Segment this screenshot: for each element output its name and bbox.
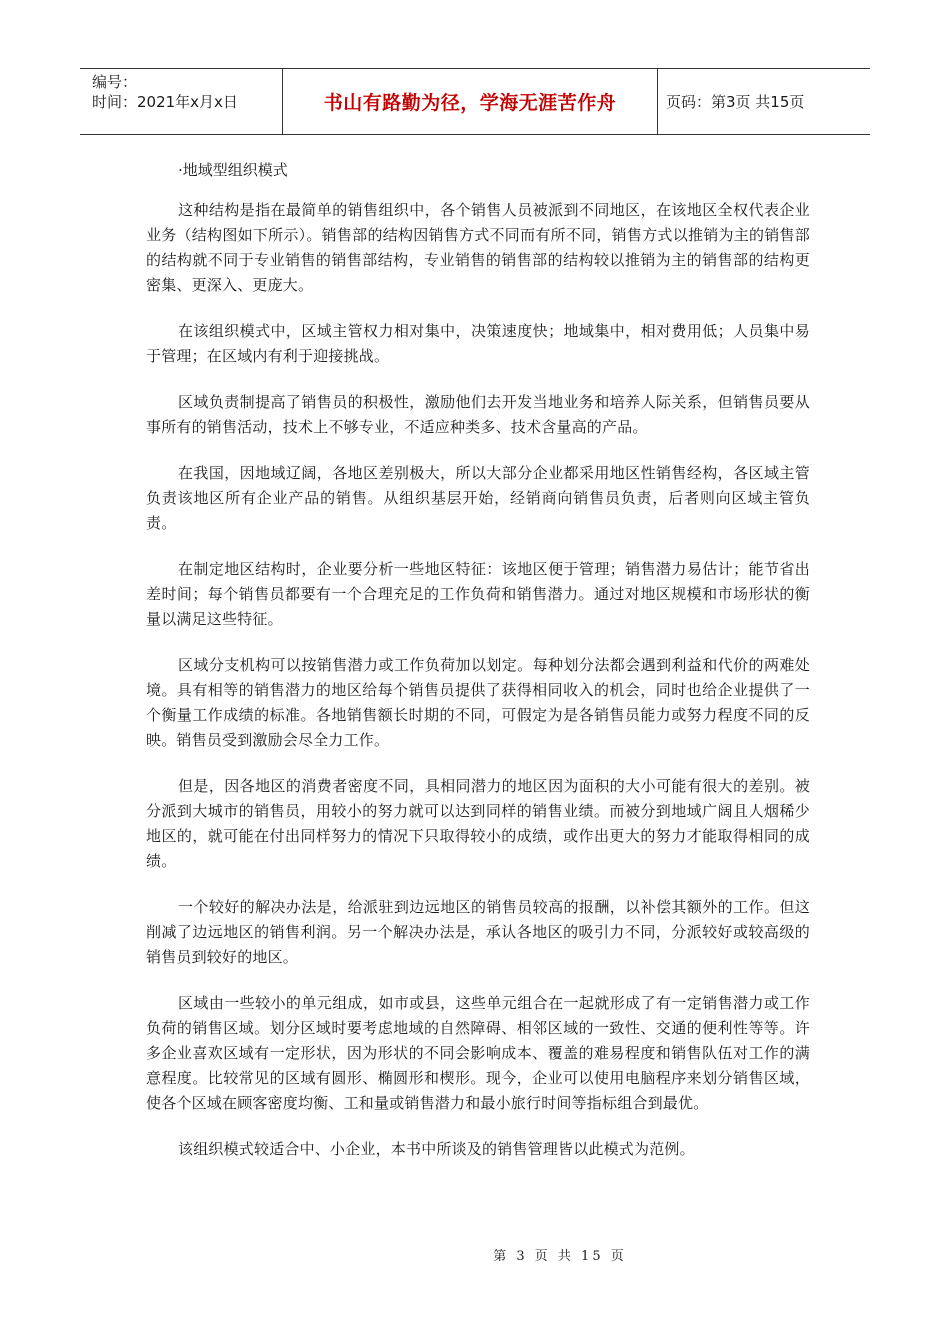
paragraph: 在我国，因地域辽阔，各地区差别极大，所以大部分企业都采用地区性销售经构，各区域主管负责该地区所有企业产品的销售。从组织基层开始，经销商向销售员负责，后者则向区域主管负责。 — [146, 464, 810, 532]
paragraph: 在制定地区结构时，企业要分析一些地区特征：该地区便于管理；销售潜力易估计；能节省出差时间；每个销售员都要有一个合理充足的工作负荷和销售潜力。通过对地区规模和市场形状的衡量以满足这些特征。 — [146, 560, 810, 628]
header-motto: 书山有路勤为径，学海无涯苦作舟 — [283, 69, 658, 134]
paragraph: 该组织模式较适合中、小企业，本书中所谈及的销售管理皆以此模式为范例。 — [178, 1140, 695, 1158]
page-footer — [0, 1245, 950, 1264]
paragraph: 这种结构是指在最简单的销售组织中，各个销售人员被派到不同地区，在该地区全权代表企业业务（结构图如下所示）。销售部的结构因销售方式不同而有所不同，销售方式以推销为主的销售部的结构就不同于专业销售的销售部结构，专业销售的销售部的结构较以推销为主的销售部的结构更密集、更深入、更庞大。 — [146, 201, 810, 294]
paragraph: 区域分支机构可以按销售潜力或工作负荷加以划定。每种划分法都会遇到利益和代价的两难处境。具有相等的销售潜力的地区给每个销售员提供了获得相同收入的机会，同时也给企业提供了一个衡量工作成绩的标准。各地销售额长时期的不同，可假定为是各销售员能力或努力程度不同的反映。销售员受到激励会尽全力工作。 — [146, 656, 810, 749]
header-page-info: 页码：第3页 共15页 — [666, 93, 805, 111]
paragraph: 区域负责制提高了销售员的积极性，激励他们去开发当地业务和培养人际关系，但销售员要从事所有的销售活动，技术上不够专业，不适应种类多、技术含量高的产品。 — [146, 393, 810, 436]
paragraph: 在该组织模式中，区域主管权力相对集中，决策速度快；地域集中，相对费用低；人员集中易于管理；在区域内有利于迎接挑战。 — [146, 322, 810, 365]
section-title: ·地域型组织模式 — [178, 161, 288, 179]
page-number: 第 3 页 共 15 页 — [493, 1249, 627, 1264]
header-meta — [80, 69, 283, 134]
paragraph: 一个较好的解决办法是，给派驻到边远地区的销售员较高的报酬，以补偿其额外的工作。但这削减了边远地区的销售利润。另一个解决办法是，承认各地区的吸引力不同，分派较好或较高级的销售员到较好的地区。 — [146, 898, 810, 966]
document-date-label: 时间：2021年x月x日 — [92, 93, 238, 111]
document-number-label: 编号： — [92, 73, 138, 91]
page-header — [80, 68, 870, 135]
paragraph: 但是，因各地区的消费者密度不同，具相同潜力的地区因为面积的大小可能有很大的差别。被分派到大城市的销售员，用较小的努力就可以达到同样的销售业绩。而被分到地域广阔且人烟稀少地区的，就可能在付出同样努力的情况下只取得较小的成绩，或作出更大的努力才能取得相同的成绩。 — [146, 777, 810, 870]
document-body — [146, 156, 810, 1183]
paragraph: 区域由一些较小的单元组成，如市或县，这些单元组合在一起就形成了有一定销售潜力或工作负荷的销售区域。划分区域时要考虑地域的自然障碍、相邻区域的一致性、交通的便利性等等。许多企业喜欢区域有一定形状，因为形状的不同会影响成本、覆盖的难易程度和销售队伍对工作的满意程度。比较常见的区域有圆形、椭圆形和楔形。现今，企业可以使用电脑程序来划分销售区域，使各个区域在顾客密度均衡、工和量或销售潜力和最小旅行时间等指标组合到最优。 — [146, 994, 810, 1112]
